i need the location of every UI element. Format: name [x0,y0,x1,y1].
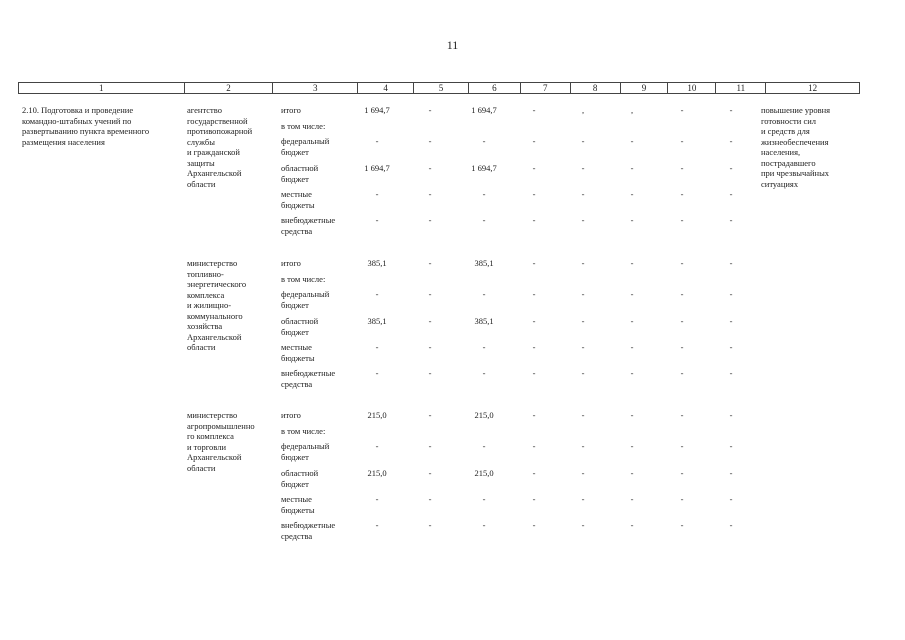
funding-value: - [428,105,432,115]
funding-value: - [375,520,379,530]
funding-value: - [532,520,536,530]
funding-value: - [729,441,733,451]
funding-value: - [428,258,432,268]
funding-value: - [680,368,684,378]
funding-value: - [375,441,379,451]
funding-value: - [630,468,634,478]
funding-value: - [680,163,684,173]
funding-value: - [532,494,536,504]
funding-value: 385,1 [474,316,494,326]
funding-value: - [482,215,486,225]
funding-value: - [581,289,585,299]
funding-value: - [680,189,684,199]
funding-source-label: в том числе: [281,274,326,284]
expected-result: повышение уровня готовности сил и средств для жизнеобеспечения населения, пострадавшего при чрезвычайных ситуациях [761,105,831,189]
funding-value: 1 694,7 [364,163,390,173]
funding-source-label: областной бюджет [281,163,319,184]
funding-value: - [428,410,432,420]
executor-name: агентство государственной противопожарной службы и гражданской защиты Архангельской области [187,105,253,189]
funding-value: , [630,105,634,115]
header-col-10: 10 [668,83,716,93]
funding-value: - [729,520,733,530]
header-col-5: 5 [414,83,469,93]
activity-name: 2.10. Подготовка и проведение командно-штабных учений по развертыванию пункта временного размещения населения [22,105,150,147]
header-col-8: 8 [571,83,621,93]
funding-value: - [428,163,432,173]
funding-value: - [428,289,432,299]
funding-value: - [581,494,585,504]
funding-value: - [729,342,733,352]
funding-value: - [428,342,432,352]
funding-value: - [581,258,585,268]
header-col-4: 4 [358,83,414,93]
funding-value: - [482,441,486,451]
funding-value: - [532,163,536,173]
funding-value: - [630,494,634,504]
funding-value: - [428,468,432,478]
funding-value: 385,1 [474,258,494,268]
funding-value: - [532,289,536,299]
funding-value: - [729,316,733,326]
funding-value: - [375,215,379,225]
funding-value: 385,1 [367,316,387,326]
funding-value: - [729,189,733,199]
funding-value: - [375,368,379,378]
funding-value: - [581,136,585,146]
funding-value: - [680,441,684,451]
funding-value: - [729,105,733,115]
funding-source-label: областной бюджет [281,316,319,337]
funding-value: - [581,441,585,451]
funding-source-label: внебюджетные средства [281,368,336,389]
funding-value: - [630,258,634,268]
funding-value: - [729,468,733,478]
funding-value: - [428,136,432,146]
funding-value: - [630,316,634,326]
page-number: 11 [446,38,459,52]
funding-value: - [482,520,486,530]
funding-value: - [680,105,684,115]
funding-value: - [729,368,733,378]
header-col-2: 2 [185,83,274,93]
funding-value: 1 694,7 [364,105,390,115]
funding-value: - [532,105,536,115]
executor-name: министерство агропромышленно го комплекса и торговли Архангельской области [187,410,255,473]
funding-value: - [581,368,585,378]
funding-value: - [532,410,536,420]
funding-value: - [680,494,684,504]
funding-value: - [581,468,585,478]
funding-value: , [581,105,585,115]
header-col-7: 7 [521,83,571,93]
executor-name: министерство топливно- энергетического комплекса и жилищно- коммунального хозяйства Архангельской области [187,258,247,352]
funding-source-label: местные бюджеты [281,494,315,515]
funding-value: - [680,215,684,225]
funding-value: - [482,189,486,199]
funding-value: - [630,215,634,225]
funding-value: 215,0 [474,468,494,478]
header-col-6: 6 [469,83,521,93]
funding-value: - [630,368,634,378]
funding-value: 215,0 [474,410,494,420]
funding-value: - [375,189,379,199]
funding-source-label: итого [281,410,301,420]
funding-value: - [428,494,432,504]
funding-value: - [680,342,684,352]
funding-value: 215,0 [367,468,387,478]
funding-source-label: в том числе: [281,426,326,436]
funding-value: - [532,468,536,478]
funding-source-label: федеральный бюджет [281,136,330,157]
funding-value: - [680,258,684,268]
funding-value: - [729,289,733,299]
funding-value: - [680,136,684,146]
header-col-1: 1 [19,83,185,93]
funding-value: - [532,189,536,199]
header-col-12: 12 [808,83,818,93]
funding-value: 385,1 [367,258,387,268]
funding-value: - [680,289,684,299]
funding-value: - [375,136,379,146]
funding-value: - [729,163,733,173]
funding-value: - [729,494,733,504]
funding-value: - [630,136,634,146]
funding-value: - [581,342,585,352]
header-col-9: 9 [621,83,669,93]
funding-value: - [532,368,536,378]
funding-value: - [428,520,432,530]
funding-value: - [680,520,684,530]
funding-value: - [375,342,379,352]
funding-value: - [729,215,733,225]
funding-source-label: внебюджетные средства [281,215,336,236]
funding-value: - [581,163,585,173]
funding-value: - [428,316,432,326]
funding-source-label: федеральный бюджет [281,441,330,462]
funding-value: - [581,410,585,420]
header-col-3: 3 [273,83,358,93]
funding-value: - [428,441,432,451]
funding-value: - [680,468,684,478]
funding-value: - [375,289,379,299]
funding-value: - [581,520,585,530]
funding-value: - [532,342,536,352]
funding-source-label: внебюджетные средства [281,520,336,541]
funding-value: - [375,494,379,504]
funding-source-label: федеральный бюджет [281,289,330,310]
funding-value: - [630,441,634,451]
funding-value: - [532,136,536,146]
funding-value: - [482,494,486,504]
funding-value: - [581,316,585,326]
funding-value: - [581,215,585,225]
funding-value: - [482,368,486,378]
funding-source-label: в том числе: [281,121,326,131]
funding-source-label: местные бюджеты [281,342,315,363]
funding-value: - [532,316,536,326]
funding-value: 1 694,7 [471,163,497,173]
funding-value: - [630,342,634,352]
funding-value: - [581,189,585,199]
funding-value: - [630,189,634,199]
funding-value: - [729,258,733,268]
funding-value: - [630,520,634,530]
funding-value: - [428,189,432,199]
funding-value: - [630,410,634,420]
funding-source-label: итого [281,258,301,268]
funding-value: - [729,136,733,146]
funding-value: - [532,441,536,451]
funding-value: 215,0 [367,410,387,420]
funding-value: - [532,258,536,268]
funding-value: - [428,368,432,378]
funding-value: - [532,215,536,225]
header-col-11: 11 [716,83,766,93]
funding-value: - [428,215,432,225]
funding-value: - [630,163,634,173]
funding-value: - [729,410,733,420]
funding-source-label: областной бюджет [281,468,319,489]
funding-value: - [630,289,634,299]
funding-value: - [680,410,684,420]
funding-value: - [482,136,486,146]
table-header-row [18,82,860,94]
funding-value: - [680,316,684,326]
funding-value: - [482,342,486,352]
funding-value: - [482,289,486,299]
funding-value: 1 694,7 [471,105,497,115]
funding-source-label: итого [281,105,301,115]
funding-source-label: местные бюджеты [281,189,315,210]
